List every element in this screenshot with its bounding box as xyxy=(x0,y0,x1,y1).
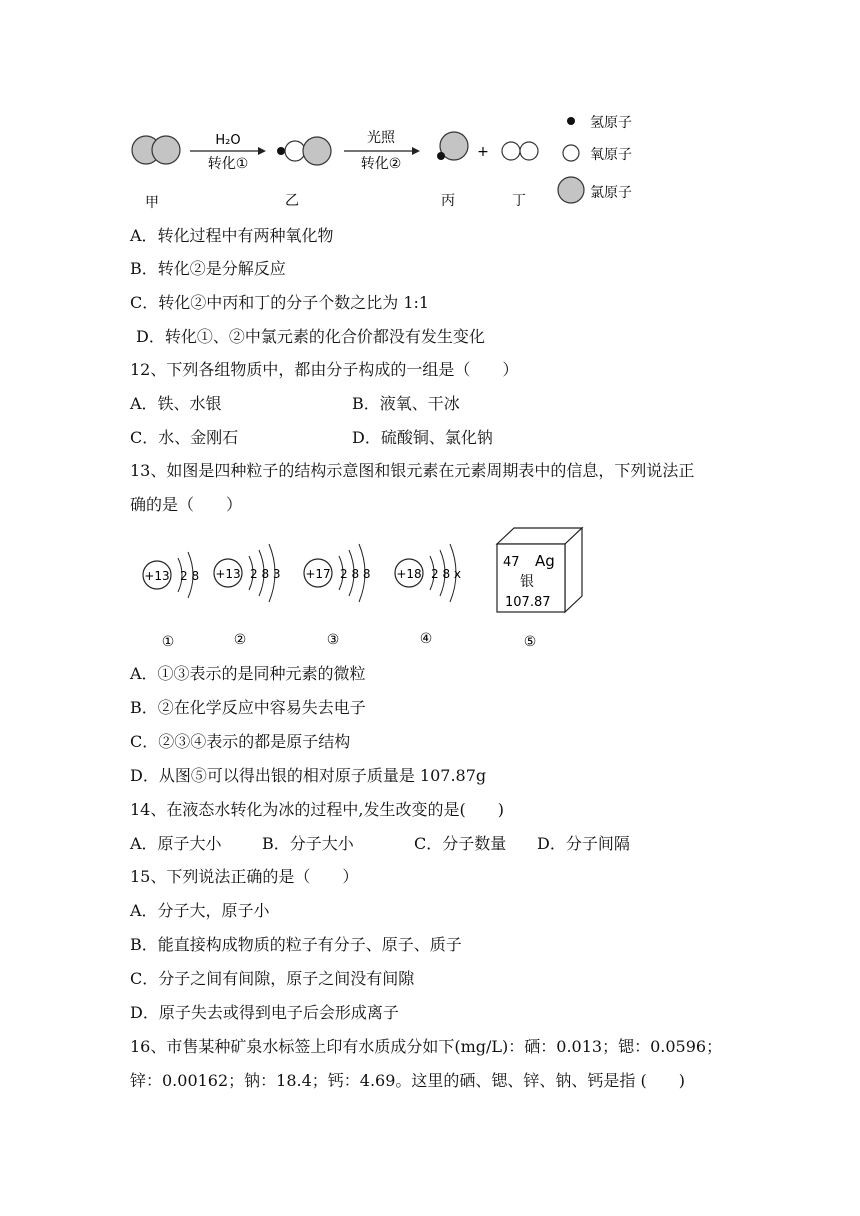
q12-option-b: B．液氧、干冰 xyxy=(352,394,460,413)
q15-option-c: C．分子之间有间隙，原子之间没有间隙 xyxy=(130,969,415,988)
particle-3-label: ③ xyxy=(326,632,340,648)
particle-1-label: ① xyxy=(161,634,175,650)
q13-stem-line2: 确的是（ ） xyxy=(130,495,243,514)
molecule-yi xyxy=(277,137,331,165)
particle-3-shells: 2 8 8 xyxy=(340,567,371,581)
element-box-label: ⑤ xyxy=(523,634,537,650)
label-bing: 丙 xyxy=(441,193,455,209)
q12-option-a: A．铁、水银 xyxy=(130,394,222,413)
label-jia: 甲 xyxy=(145,195,159,211)
q15-option-b: B．能直接构成物质的粒子有分子、原子、质子 xyxy=(130,935,462,954)
particle-2-shells: 2 8 3 xyxy=(250,567,281,581)
arrow-2 xyxy=(344,129,420,172)
arrow-2-top: 光照 xyxy=(367,130,395,146)
arrow-1-bottom: 转化① xyxy=(207,156,249,172)
silver-atomic-mass: 107.87 xyxy=(505,595,551,610)
particle-structure-diagrams xyxy=(0,520,860,650)
particle-2-label: ② xyxy=(233,632,247,648)
q16-stem-line2: 锌：0.00162；钠：18.4；钙：4.69。这里的硒、锶、锌、钠、钙是指 ( ) xyxy=(130,1071,685,1090)
legend-oxygen: 氧原子 xyxy=(590,147,632,163)
q11-option-b: B．转化②是分解反应 xyxy=(130,259,286,278)
particle-4-nucleus: +18 xyxy=(396,567,422,581)
q15-option-a: A．分子大，原子小 xyxy=(130,901,270,920)
q12-option-c: C．水、金刚石 xyxy=(130,428,239,447)
arrow-1 xyxy=(190,133,266,172)
q11-option-c: C．转化②中丙和丁的分子个数之比为 1:1 xyxy=(130,293,430,312)
q14-option-b: B．分子大小 xyxy=(262,834,354,853)
label-ding: 丁 xyxy=(512,193,526,209)
q13-option-d: D．从图⑤可以得出银的相对原子质量是 107.87g xyxy=(130,766,487,785)
label-yi: 乙 xyxy=(285,193,299,209)
q16-stem-line1: 16、市售某种矿泉水标签上印有水质成分如下(mg/L)：硒：0.013；锶：0.0596； xyxy=(130,1037,723,1056)
silver-symbol: Ag xyxy=(535,552,555,570)
q11-option-a: A．转化过程中有两种氧化物 xyxy=(130,226,334,245)
molecule-jia xyxy=(132,136,180,164)
silver-atomic-number: 47 xyxy=(503,555,520,570)
legend-chlorine: 氯原子 xyxy=(590,185,632,201)
particle-4-shells: 2 8 x xyxy=(431,567,461,581)
q13-option-a: A．①③表示的是同种元素的微粒 xyxy=(130,664,366,683)
q14-option-d: D．分子间隔 xyxy=(537,834,630,853)
legend xyxy=(558,115,632,203)
molecule-bing xyxy=(437,132,468,160)
particle-1-shells: 2 8 xyxy=(180,569,200,583)
plus-sign: + xyxy=(477,144,489,160)
silver-element-box xyxy=(497,528,582,650)
reaction-diagram xyxy=(0,0,860,215)
particle-3 xyxy=(304,544,371,648)
particle-3-nucleus: +17 xyxy=(305,567,331,581)
q12-stem: 12、下列各组物质中，都由分子构成的一组是（ ） xyxy=(130,360,519,379)
q15-stem: 15、下列说法正确的是（ ） xyxy=(130,867,359,886)
molecule-ding xyxy=(502,142,538,160)
arrow-1-top: H₂O xyxy=(215,133,241,148)
q13-option-c: C．②③④表示的都是原子结构 xyxy=(130,732,351,751)
q11-option-d: D．转化①、②中氯元素的化合价都没有发生变化 xyxy=(136,327,485,346)
q14-option-c: C．分子数量 xyxy=(414,834,507,853)
q12-option-d: D．硫酸铜、氯化钠 xyxy=(352,428,493,447)
arrow-2-bottom: 转化② xyxy=(360,156,402,172)
particle-4-label: ④ xyxy=(419,631,433,647)
particle-4 xyxy=(395,544,461,647)
legend-hydrogen-icon xyxy=(567,117,575,125)
q15-option-d: D．原子失去或得到电子后会形成离子 xyxy=(130,1003,399,1022)
legend-hydrogen: 氢原子 xyxy=(590,115,632,131)
q14-stem: 14、在液态水转化为冰的过程中,发生改变的是( ) xyxy=(130,800,504,819)
particle-1 xyxy=(143,552,199,650)
q14-option-a: A．原子大小 xyxy=(130,834,222,853)
q13-stem-line1: 13、如图是四种粒子的结构示意图和银元素在元素周期表中的信息，下列说法正 xyxy=(130,461,695,480)
legend-oxygen-icon xyxy=(563,145,579,161)
q13-option-b: B．②在化学反应中容易失去电子 xyxy=(130,698,366,717)
particle-1-nucleus: +13 xyxy=(144,569,170,583)
particle-2-nucleus: +13 xyxy=(215,567,241,581)
particle-2 xyxy=(214,544,281,648)
legend-chlorine-icon xyxy=(558,177,584,203)
silver-name: 银 xyxy=(520,574,534,590)
